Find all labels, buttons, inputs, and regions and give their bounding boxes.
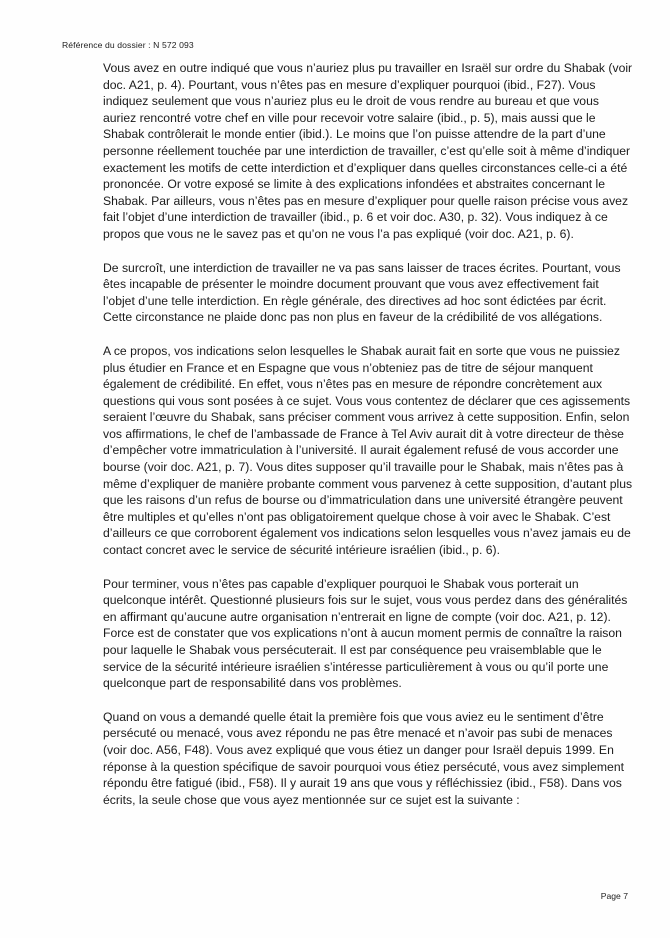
paragraph-first-persecution: Quand on vous a demandé quelle était la première fois que vous aviez eu le sentiment d’être persécuté ou menacé, vous avez répondu ne pas être menacé et n’avoir pas subi de menaces (voir doc. A56, F48). Vous avez expliqué que vous étiez un danger pour Israël depuis 1999. En réponse à la question spécifique de savoir pourquoi vous étiez persécuté, vous avez simplement répondu être fatigué (ibid., F58). Il y aurait 19 ans que vous y réfléchissiez (ibid., F58). Dans vos écrits, la seule chose que vous ayez mentionnée sur ce sujet est la suivante :: [103, 709, 624, 807]
paragraph-written-traces: De surcroît, une interdiction de travailler ne va pas sans laisser de traces écrites. Pourtant, vous êtes incapable de présenter le moindre document prouvant que vous avez effectivement fait l’objet d’une telle interdiction. En règle générale, des directives ad hoc sont édictées par écrit. Cette circonstance ne plaide donc pas non plus en faveur de la crédibilité de vos allégations.: [103, 260, 621, 325]
document-body: [103, 60, 633, 808]
file-reference: Référence du dossier : N 572 093: [62, 40, 194, 50]
page-number: Page 7: [600, 891, 628, 901]
paragraph-shabak-interest: Pour terminer, vous n’êtes pas capable d’expliquer pourquoi le Shabak vous porterait un quelconque intérêt. Questionné plusieurs fois sur le sujet, vous vous perdez dans des généralités en affirmant qu’aucune autre organisation n’entrerait en ligne de compte (voir doc. A21, p. 12). Force est de constater que vos explications n’ont à aucun moment permis de connaître la raison pour laquelle le Shabak vous persécuterait. Il est par conséquence peu vraisemblable que le service de la sécurité intérieure israélien s’intéresse particulièrement à vous ou qu’il porte une quelconque part de responsabilité dans vos problèmes.: [103, 576, 628, 691]
paragraph-studies-abroad: A ce propos, vos indications selon lesquelles le Shabak aurait fait en sorte que vous ne puissiez plus étudier en France et en Espagne que vous n’obteniez pas de titre de séjour manquent également de crédibilité. En effet, vous n’êtes pas en mesure de répondre concrètement aux questions qui vous sont posées à ce sujet. Vous vous contentez de déclarer que ces agissements seraient l’œuvre du Shabak, sans préciser comment vous arrivez à cette supposition. Enfin, selon vos affirmations, le chef de l’ambassade de France à Tel Aviv aurait dit à votre directeur de thèse d’empêcher votre immatriculation à l’université. Il aurait également refusé de vous accorder une bourse (voir doc. A21, p. 7). Vous dites supposer qu’il travaille pour le Shabak, mais n’êtes pas à même d’expliquer de manière probante comment vous parvenez à cette supposition, d’autant plus que les raisons d’un refus de bourse ou d’immatriculation dans une université étrangère peuvent être multiples et qu’elles n’ont pas obligatoirement quelque chose à voir avec le Shabak. C’est d’ailleurs ce que corroborent également vos indications selon lesquelles vous n’avez jamais eu de contact concret avec le service de sécurité intérieure israélien (ibid., p. 6).: [103, 343, 633, 558]
paragraph-work-ban: Vous avez en outre indiqué que vous n’auriez plus pu travailler en Israël sur ordre du Shabak (voir doc. A21, p. 4). Pourtant, vous n’êtes pas en mesure d’expliquer pourquoi (ibid., F27). Vous indiquez seulement que vous n’auriez plus eu le droit de vous rendre au bureau et que vous auriez rencontré votre chef en ville pour recevoir votre salaire (ibid., p. 5), mais aussi que le Shabak contrôlerait le monde entier (ibid.). Le moins que l’on puisse attendre de la part d’une personne réellement touchée par une interdiction de travailler, c’est qu’elle soit à même d’indiquer exactement les motifs de cette interdiction et d’expliquer dans quelles circonstances celle-ci a été prononcée. Or votre exposé se limite à des explications infondées et abstraites concernant le Shabak. Par ailleurs, vous n’êtes pas en mesure d’expliquer pour quelle raison précise vous avez fait l’objet d’une interdiction de travailler (ibid., p. 6 et voir doc. A30, p. 32). Vous indiquez à ce propos que vous ne le savez pas et qu’on ne vous l’a pas expliqué (voir doc. A21, p. 6).: [103, 61, 633, 241]
